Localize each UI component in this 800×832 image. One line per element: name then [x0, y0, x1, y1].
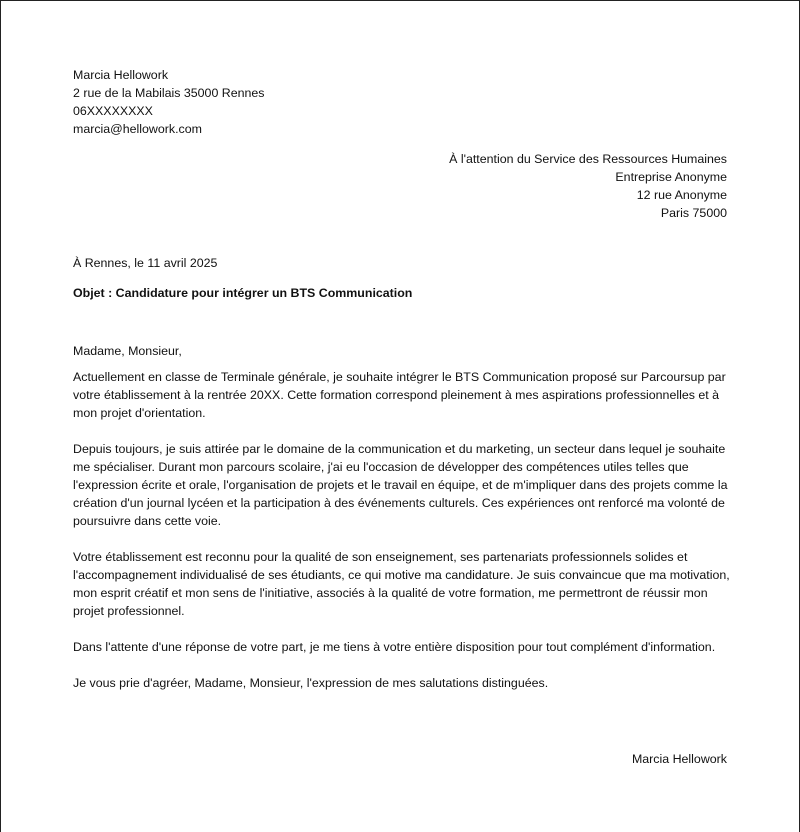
- letter-body: [73, 342, 733, 710]
- recipient-city: Paris 75000: [660, 206, 727, 220]
- paragraph-motivation: Depuis toujours, je suis attirée par le domaine de la communication et du marketing, un secteur dans lequel je souhaite me spécialiser. Durant mon parcours scolaire, j'ai eu l'occasion de développer des compétences utiles telles que l'expression écrite et orale, l'organisation de projets et le travail en équipe, et de m'impliquer dans des projets comme la création d'un journal lycéen et la participation à des événements culturels. Ces expériences ont renforcé ma volonté de poursuivre dans cette voie.: [73, 442, 728, 528]
- salutation: Madame, Monsieur,: [73, 344, 182, 358]
- sender-address: 2 rue de la Mabilais 35000 Rennes: [73, 86, 265, 100]
- sender-block: [73, 66, 265, 138]
- date-line: À Rennes, le 11 avril 2025: [73, 256, 218, 270]
- subject-line: Objet : Candidature pour intégrer un BTS Communication: [73, 286, 413, 300]
- signature: Marcia Hellowork: [631, 752, 727, 766]
- sender-phone: 06XXXXXXXX: [73, 104, 153, 118]
- recipient-block: [449, 150, 727, 222]
- sender-email: marcia@hellowork.com: [73, 122, 202, 136]
- recipient-company: Entreprise Anonyme: [615, 170, 727, 184]
- sender-name: Marcia Hellowork: [73, 68, 169, 82]
- paragraph-intro: Actuellement en classe de Terminale générale, je souhaite intégrer le BTS Communication proposé sur Parcoursup par votre établissement à la rentrée 20XX. Cette formation correspond pleinement à mes aspirations professionnelles et à mon projet d'orientation.: [73, 370, 726, 420]
- paragraph-school: Votre établissement est reconnu pour la qualité de son enseignement, ses partenariats professionnels solides et l'accompagnement individualisé de ses étudiants, ce qui motive ma candidature. Je suis convaincue que ma motivation, mon esprit créatif et mon sens de l'initiative, associés à la qualité de votre formation, me permettront de réussir mon projet professionnel.: [73, 550, 730, 618]
- recipient-street: 12 rue Anonyme: [636, 188, 727, 202]
- paragraph-salutations: Je vous prie d'agréer, Madame, Monsieur, l'expression de mes salutations distinguées.: [73, 676, 549, 690]
- recipient-attention: À l'attention du Service des Ressources Humaines: [449, 152, 727, 166]
- paragraph-closing: Dans l'attente d'une réponse de votre part, je me tiens à votre entière disposition pour tout complément d'information.: [73, 640, 716, 654]
